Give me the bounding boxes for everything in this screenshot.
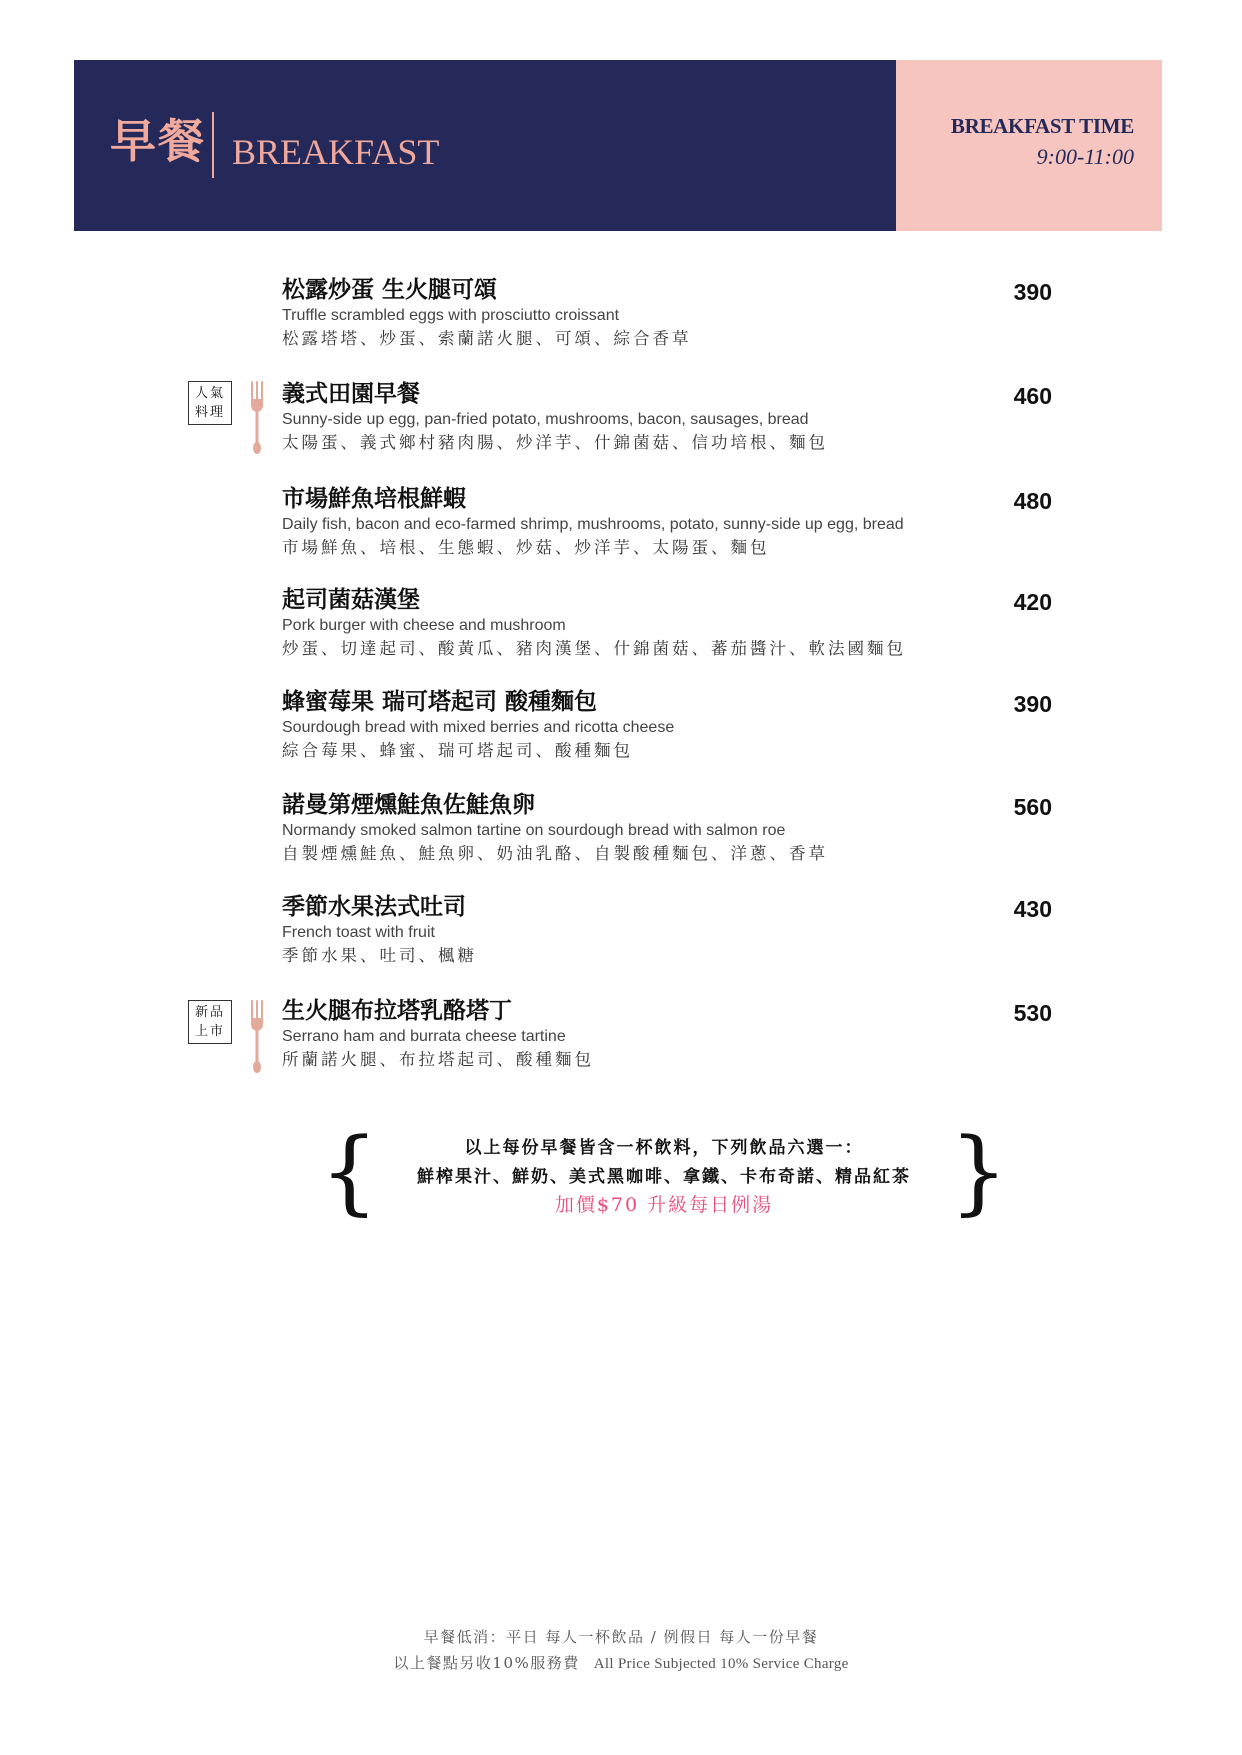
soup-upgrade-line: 加價$70 升級每日例湯 bbox=[554, 1194, 774, 1216]
breakfast-time-value: 9:00-11:00 bbox=[1036, 144, 1134, 169]
page-title-zh: 早餐 bbox=[110, 114, 206, 168]
item-description-en: Normandy smoked salmon tartine on sourdough bread with salmon roe bbox=[282, 822, 786, 839]
menu-item bbox=[282, 996, 1052, 1072]
item-name: 蜂蜜莓果 瑞可塔起司 酸種麵包 bbox=[282, 688, 598, 715]
item-name: 義式田園早餐 bbox=[282, 380, 420, 407]
header-time-panel bbox=[896, 60, 1162, 231]
menu-item bbox=[282, 892, 1052, 968]
item-description-zh: 松露塔塔、炒蛋、索蘭諾火腿、可頌、綜合香草 bbox=[282, 329, 692, 348]
item-description-zh: 市場鮮魚、培根、生態蝦、炒菇、炒洋芋、太陽蛋、麵包 bbox=[282, 538, 770, 557]
item-description-en: Serrano ham and burrata cheese tartine bbox=[282, 1028, 566, 1045]
service-charge-note bbox=[0, 1652, 1242, 1673]
drink-options-line: 鮮榨果汁、鮮奶、美式黑咖啡、拿鐵、卡布奇諾、精品紅茶 bbox=[417, 1167, 911, 1187]
menu-item bbox=[282, 275, 1052, 351]
item-name: 生火腿布拉塔乳酪塔丁 bbox=[282, 997, 512, 1024]
item-price: 560 bbox=[1013, 794, 1052, 820]
item-name: 季節水果法式吐司 bbox=[282, 893, 466, 920]
title-divider bbox=[212, 112, 214, 178]
item-description-en: Sourdough bread with mixed berries and ricotta cheese bbox=[282, 719, 675, 736]
item-description-en: Pork burger with cheese and mushroom bbox=[282, 617, 566, 634]
item-price: 390 bbox=[1013, 279, 1052, 305]
new-item-badge bbox=[188, 1000, 232, 1044]
item-name: 松露炒蛋 生火腿可頌 bbox=[282, 276, 498, 303]
right-brace: } bbox=[949, 1118, 1008, 1225]
left-brace: { bbox=[320, 1118, 379, 1225]
popular-dish-badge bbox=[188, 381, 232, 425]
drink-note-line: 以上每份早餐皆含一杯飲料，下列飲品六選一： bbox=[464, 1138, 864, 1158]
item-description-en: Truffle scrambled eggs with prosciutto croissant bbox=[282, 307, 620, 324]
badge-line: 料理 bbox=[194, 405, 225, 420]
breakfast-time-label: BREAKFAST TIME bbox=[950, 114, 1134, 138]
item-description-en: Daily fish, bacon and eco-farmed shrimp, mushrooms, potato, sunny-side up egg, bread bbox=[282, 516, 904, 533]
item-description-zh: 所蘭諾火腿、布拉塔起司、酸種麵包 bbox=[282, 1050, 594, 1069]
service-charge-en: All Price Subjected 10% Service Charge bbox=[593, 1656, 849, 1672]
menu-item bbox=[282, 484, 1052, 560]
fork-icon bbox=[249, 1000, 265, 1074]
item-name: 起司菌菇漢堡 bbox=[282, 586, 420, 613]
menu-item bbox=[282, 687, 1052, 763]
menu-header bbox=[74, 60, 1162, 231]
menu-item bbox=[282, 379, 1052, 455]
badge-line: 人氣 bbox=[194, 386, 225, 401]
item-description-zh: 綜合莓果、蜂蜜、瑞可塔起司、酸種麵包 bbox=[282, 741, 633, 760]
item-name: 諾曼第煙燻鮭魚佐鮭魚卵 bbox=[282, 791, 535, 818]
item-price: 420 bbox=[1013, 589, 1052, 615]
item-price: 430 bbox=[1013, 896, 1052, 922]
service-charge-zh: 以上餐點另收10%服務費 bbox=[393, 1654, 580, 1672]
minimum-charge-note: 早餐低消：平日 每人一杯飲品 / 例假日 每人一份早餐 bbox=[423, 1628, 819, 1646]
badge-line: 新品 bbox=[194, 1005, 225, 1020]
badge-line: 上市 bbox=[194, 1024, 225, 1039]
item-description-zh: 太陽蛋、義式鄉村豬肉腸、炒洋芋、什錦菌菇、信功培根、麵包 bbox=[282, 433, 828, 452]
item-description-zh: 炒蛋、切達起司、酸黃瓜、豬肉漢堡、什錦菌菇、蕃茄醬汁、軟法國麵包 bbox=[282, 639, 906, 658]
item-price: 480 bbox=[1013, 488, 1052, 514]
item-description-zh: 季節水果、吐司、楓糖 bbox=[282, 946, 477, 965]
item-price: 390 bbox=[1013, 691, 1052, 717]
menu-item bbox=[282, 585, 1052, 661]
item-description-en: Sunny-side up egg, pan-fried potato, mushrooms, bacon, sausages, bread bbox=[282, 411, 809, 428]
menu-item bbox=[282, 790, 1052, 866]
item-price: 530 bbox=[1013, 1000, 1052, 1026]
fork-icon bbox=[249, 381, 265, 455]
drink-note bbox=[320, 1118, 1008, 1225]
page-title-en: BREAKFAST bbox=[232, 132, 440, 172]
item-price: 460 bbox=[1013, 383, 1052, 409]
header-title-panel bbox=[74, 60, 896, 231]
item-description-zh: 自製煙燻鮭魚、鮭魚卵、奶油乳酪、自製酸種麵包、洋蔥、香草 bbox=[282, 844, 828, 863]
item-name: 市場鮮魚培根鮮蝦 bbox=[282, 485, 466, 512]
item-description-en: French toast with fruit bbox=[282, 924, 435, 941]
